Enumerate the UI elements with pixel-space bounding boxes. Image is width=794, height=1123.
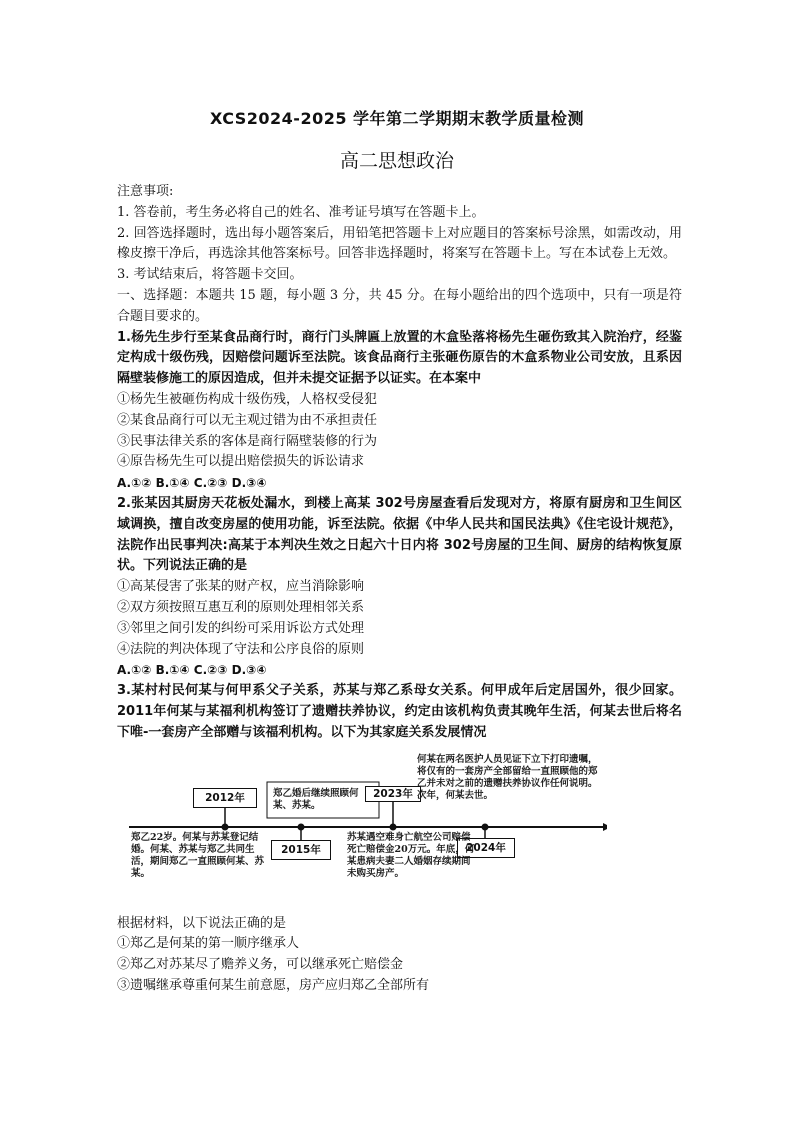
exam-subject: 高二思想政治 xyxy=(339,150,454,172)
question-1-option: ②某食品商行可以无主观过错为由不承担责任 xyxy=(117,412,378,428)
notice-item-3: 3. 考试结束后，将答题卡交回。 xyxy=(117,267,303,283)
question-1-stem: 1.杨先生步行至某食品商行时，商行门头牌匾上放置的木盒坠落将杨先生砸伤致其入院治疗，经鉴定构成十级伤残，因赔偿问题诉至法院。该食品商行主张砸伤原告的木盒系物业公司安放，且系因隔壁装修施工的原因造成，但并未提交证据予以证实。在本案中 xyxy=(117,329,682,387)
question-1-option: ③民事法律关系的客体是商行隔壁装修的行为 xyxy=(117,433,378,449)
note-2015: 郑乙婚后继续照顾何某、苏某。 xyxy=(273,787,359,811)
question-3-stem: 3.某村村民何某与何甲系父子关系，苏某与郑乙系母女关系。何甲成年后定居国外，很少回家。2011年何某与某福利机构签订了遗赠扶养协议，约定由该机构负责其晚年生活，何某去世后将名下唯-一套房产全部赠与该福利机构。以下为其家庭关系发展情况 xyxy=(117,683,682,740)
note-2024: 何某在两名医护人员见证下立下打印遗嘱，将仅有的一套房产全部留给一直照顾他的郑乙并未对之前的遗赠扶养协议作任何说明。次年，何某去世。 xyxy=(417,753,598,801)
exam-title: XCS2024-2025 学年第二学期期末教学质量检测 xyxy=(209,109,585,128)
notice-item-1: 1. 答卷前，考生务必将自己的姓名、准考证号填写在答题卡上。 xyxy=(117,204,485,220)
family-timeline-figure xyxy=(125,752,607,902)
question-3-ask: 根据材料，以下说法正确的是 xyxy=(117,915,287,931)
question-2-option: ①高某侵害了张某的财产权，应当消除影响 xyxy=(117,579,365,595)
question-2-option: ③邻里之间引发的纠纷可采用诉讼方式处理 xyxy=(117,620,365,636)
question-2-choices: A.①② B.①④ C.②③ D.③④ xyxy=(117,663,267,678)
question-3-option: ②郑乙对苏某尽了赡养义务，可以继承死亡赔偿金 xyxy=(117,957,404,973)
section-intro: 一、选择题：本题共 15 题，每小题 3 分，共 45 分。在每小题给出的四个选项中，只有一项是符合题目要求的。 xyxy=(117,287,682,324)
year-label-2015: 2015年 xyxy=(271,840,331,860)
note-2023: 苏某遇空难身亡航空公司赔偿死亡赔偿金20万元。年底，何某患病夫妻二人婚姻存续期间未购买房产。 xyxy=(347,831,475,879)
question-2-option: ④法院的判决体现了守法和公序良俗的原则 xyxy=(117,641,365,657)
year-label-2023: 2023年 xyxy=(365,786,421,802)
question-2-option: ②双方须按照互惠互利的原则处理相邻关系 xyxy=(117,599,365,615)
exam-body xyxy=(117,182,682,997)
question-3-option: ③遗嘱继承尊重何某生前意愿，房产应归郑乙全部所有 xyxy=(117,977,430,993)
year-label-2012: 2012年 xyxy=(193,788,257,808)
year-label-2024: 2024年 xyxy=(457,838,515,858)
note-2012: 郑乙22岁。何某与苏某登记结婚。何某、苏某与郑乙共同生活，期间郑乙一直照顾何某、苏某。 xyxy=(131,831,265,879)
question-1-choices: A.①② B.①④ C.②③ D.③④ xyxy=(117,476,267,491)
timeline-arrowhead xyxy=(603,823,607,831)
notice-item-2: 2. 回答选择题时，选出每小题答案后，用铅笔把答题卡上对应题目的答案标号涂黑，如需改动，用橡皮擦干净后，再选涂其他答案标号。回答非选择题时，将案写在答题卡上。写在本试卷上无效。 xyxy=(117,225,682,262)
notice-heading: 注意事项: xyxy=(117,184,174,199)
question-1-option: ④原告杨先生可以提出赔偿损失的诉讼请求 xyxy=(117,454,365,470)
question-2-stem: 2.张某因其厨房天花板处漏水，到楼上高某 302号房屋查看后发现对方，将原有厨房和卫生间区域调换，擅自改变房屋的使用功能，诉至法院。依据《中华人民共和国民法典》《住宅设计规范》，法院作出民事判决:高某于本判决生效之日起六十日内将 302号房屋的卫生间、厨房的结构恢复原状。下列说法正确的是 xyxy=(117,495,682,574)
question-1-option: ①杨先生被砸伤构成十级伤残，人格权受侵犯 xyxy=(117,391,378,407)
question-3-option: ①郑乙是何某的第一顺序继承人 xyxy=(117,936,300,952)
